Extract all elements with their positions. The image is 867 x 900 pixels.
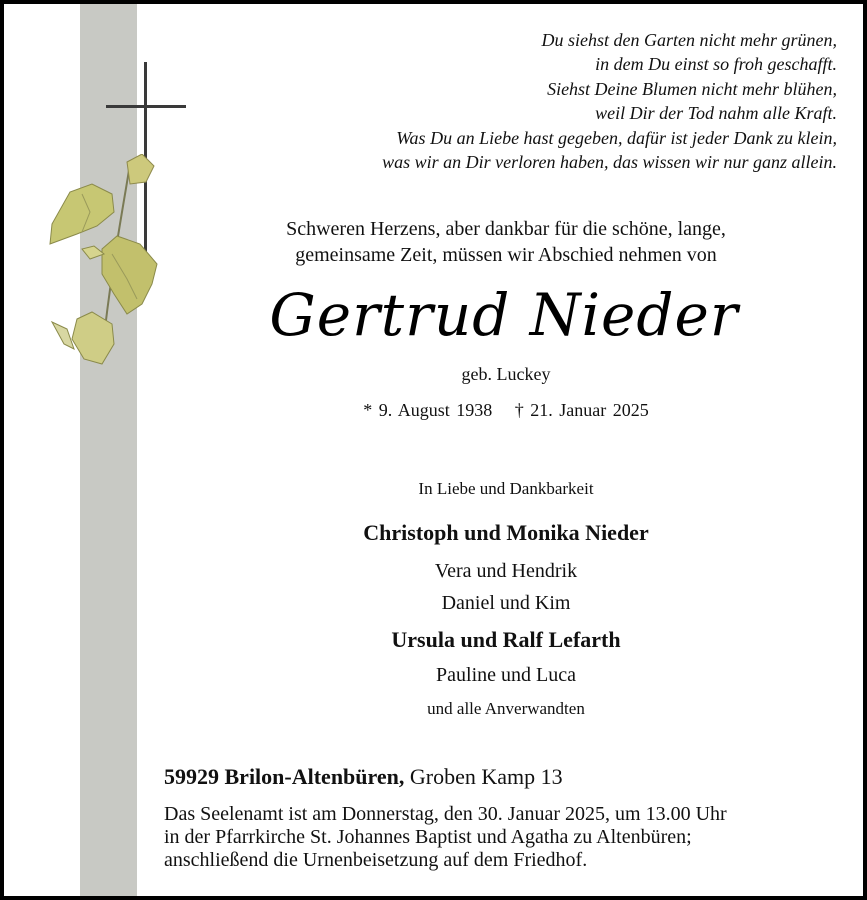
deceased-name: Gertrud Nieder xyxy=(269,281,739,349)
dedication: In Liebe und Dankbarkeit xyxy=(418,479,594,498)
family-members: Vera und Hendrik xyxy=(434,560,578,582)
poem-line: Du siehst den Garten nicht mehr grünen, xyxy=(541,30,837,50)
ivy-leaves-icon xyxy=(42,154,167,374)
family-members: Daniel und Kim xyxy=(441,592,571,614)
service-notice xyxy=(164,803,844,872)
relatives-line: und alle Anverwandten xyxy=(427,699,585,718)
poem-line: in dem Du einst so froh geschafft. xyxy=(595,54,837,75)
family-members: Pauline und Luca xyxy=(436,664,576,686)
intro-line: Schweren Herzens, aber dankbar für die schöne, lange, xyxy=(286,218,726,240)
poem-line: was wir an Dir verloren haben, das wissen wir nur ganz allein. xyxy=(382,152,837,173)
memorial-poem xyxy=(277,28,837,174)
notice-line: anschließend die Urnenbeisetzung auf dem Friedhof. xyxy=(164,849,588,871)
birth-name: geb. Luckey xyxy=(461,364,551,384)
intro-text xyxy=(204,216,808,268)
notice-line: Das Seelenamt ist am Donnerstag, den 30. Januar 2025, um 13.00 Uhr xyxy=(164,803,727,825)
death-date: † 21. Januar 2025 xyxy=(514,400,649,420)
address xyxy=(164,764,563,790)
poem-line: weil Dir der Tod nahm alle Kraft. xyxy=(595,103,837,124)
birth-date: * 9. August 1938 xyxy=(363,400,493,420)
poem-line: Siehst Deine Blumen nicht mehr blühen, xyxy=(547,78,837,99)
intro-line: gemeinsame Zeit, müssen wir Abschied nehmen von xyxy=(295,244,717,266)
family-name: Christoph und Monika Nieder xyxy=(363,520,649,545)
poem-line: Was Du an Liebe hast gegeben, dafür ist jeder Dank zu klein, xyxy=(396,127,837,148)
family-name: Ursula und Ralf Lefarth xyxy=(391,627,621,652)
notice-line: in der Pfarrkirche St. Johannes Baptist und Agatha zu Altenbüren; xyxy=(164,826,692,848)
address-city: 59929 Brilon-Altenbüren, xyxy=(164,764,405,789)
address-street: Groben Kamp 13 xyxy=(409,764,563,789)
life-dates xyxy=(204,400,808,421)
